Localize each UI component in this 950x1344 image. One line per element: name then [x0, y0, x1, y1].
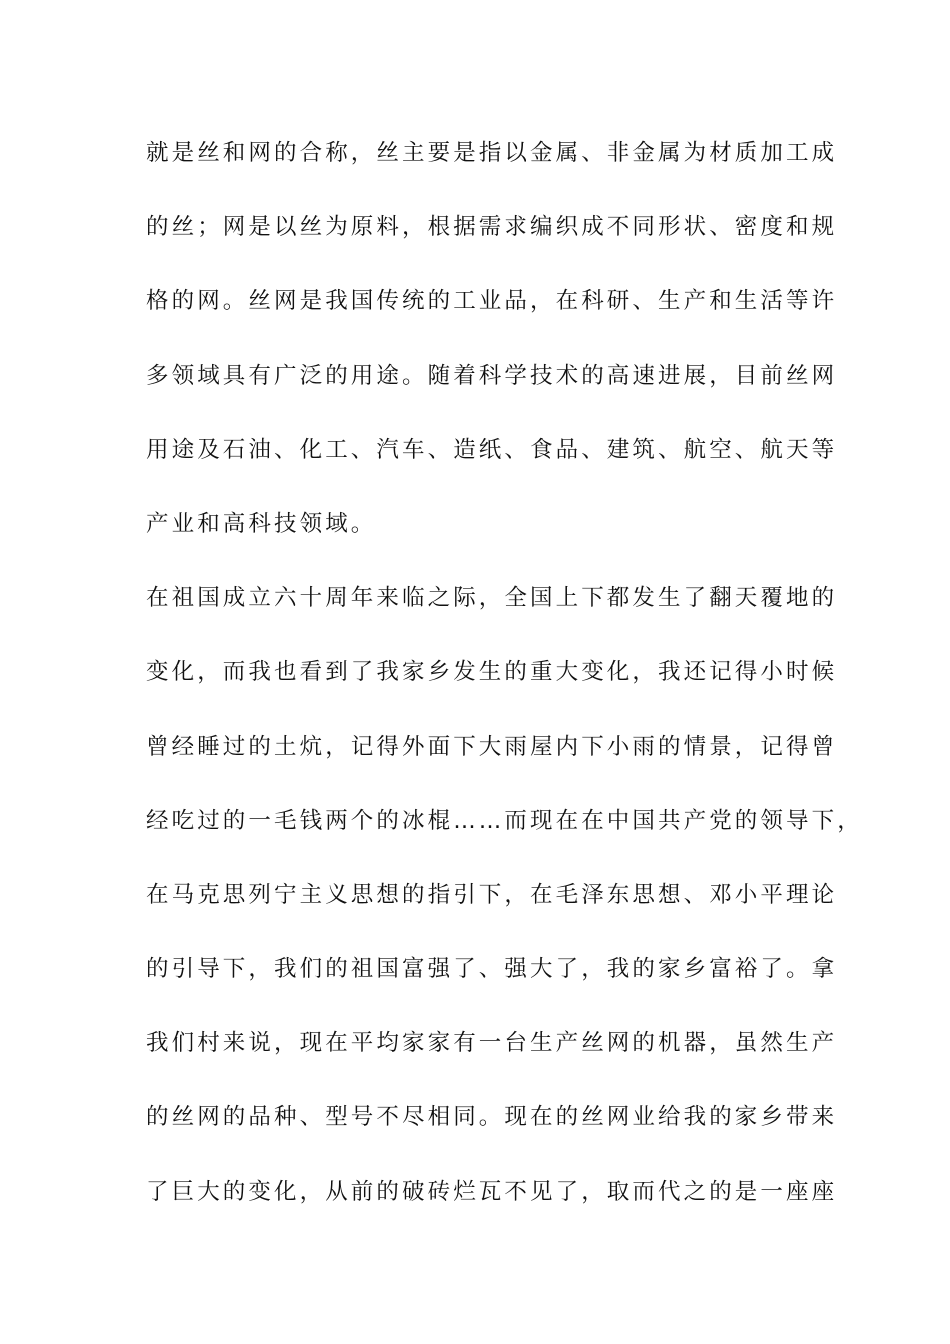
text-line: 的丝网的品种、型号不尽相同。现在的丝网业给我的家乡带来 — [146, 1104, 838, 1131]
text-line: 格的网。丝网是我国传统的工业品，在科研、生产和生活等许 — [146, 288, 838, 315]
text-line: 曾经睡过的土炕，记得外面下大雨屋内下小雨的情景，记得曾 — [146, 733, 838, 760]
text-line: 在马克思列宁主义思想的指引下，在毛泽东思想、邓小平理论 — [146, 881, 838, 908]
text-line: 了巨大的变化，从前的破砖烂瓦不见了，取而代之的是一座座 — [146, 1178, 838, 1205]
text-line: 经吃过的一毛钱两个的冰棍……而现在在中国共产党的领导下， — [146, 807, 863, 834]
text-line: 在祖国成立六十周年来临之际，全国上下都发生了翻天覆地的 — [146, 585, 838, 612]
text-line: 变化，而我也看到了我家乡发生的重大变化，我还记得小时候 — [146, 659, 838, 686]
body-text — [146, 133, 863, 1246]
text-line: 产业和高科技领域。 — [146, 510, 377, 537]
text-line: 的引导下，我们的祖国富强了、强大了，我的家乡富裕了。拿 — [146, 956, 838, 983]
text-line: 我们村来说，现在平均家家有一台生产丝网的机器，虽然生产 — [146, 1030, 838, 1057]
text-line: 的丝；网是以丝为原料，根据需求编织成不同形状、密度和规 — [146, 214, 838, 241]
text-line: 就是丝和网的合称，丝主要是指以金属、非金属为材质加工成 — [146, 140, 838, 166]
text-line: 多领域具有广泛的用途。随着科学技术的高速进展，目前丝网 — [146, 362, 838, 389]
text-line: 用途及石油、化工、汽车、造纸、食品、建筑、航空、航天等 — [146, 436, 838, 463]
